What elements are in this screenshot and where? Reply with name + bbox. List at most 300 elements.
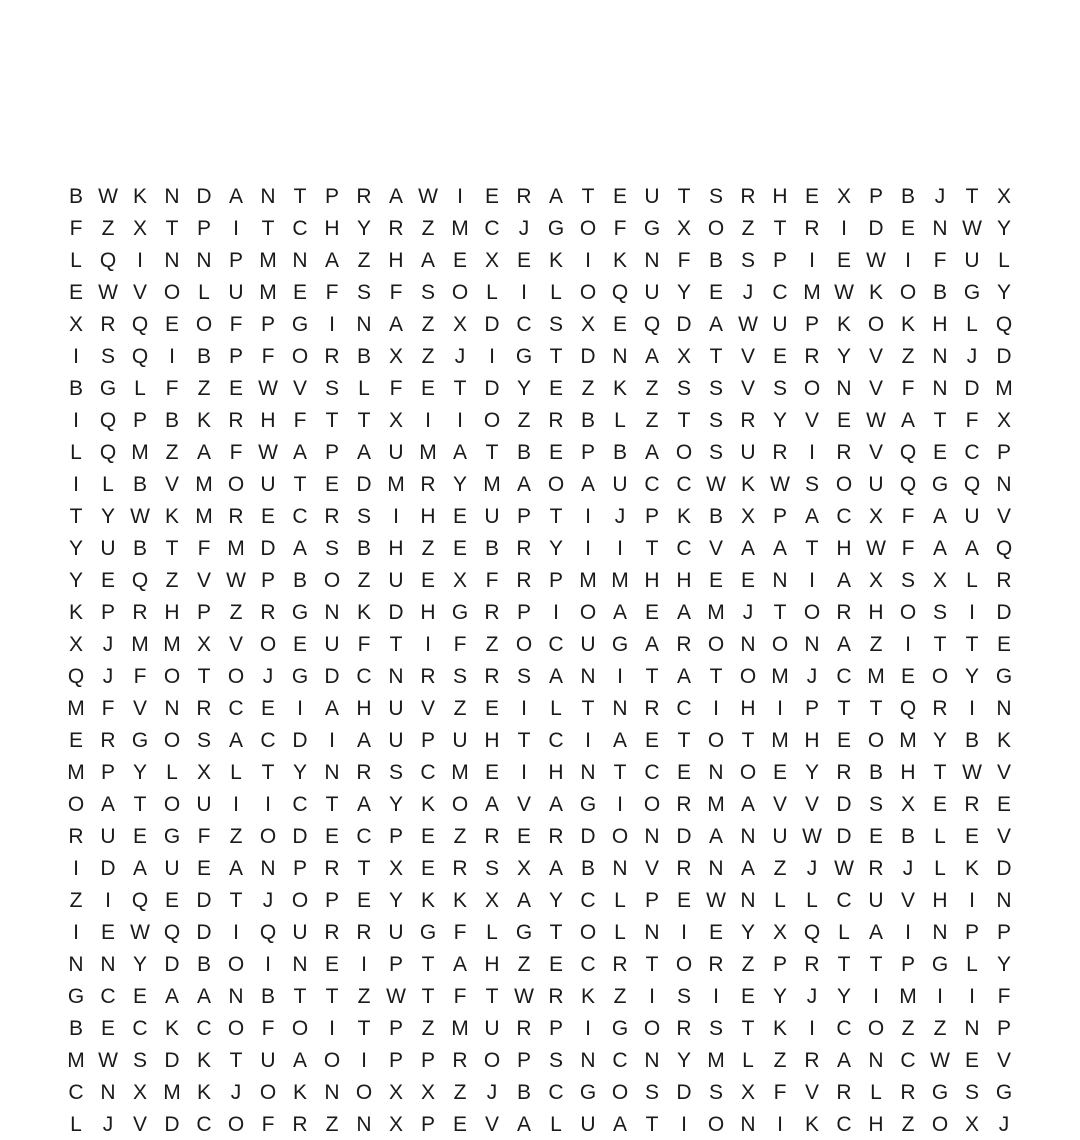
grid-letter-r16-c1[interactable]: Q [67, 664, 85, 688]
grid-letter-r22-c17[interactable]: B [580, 856, 595, 880]
grid-letter-r18-c12[interactable]: P [420, 728, 435, 752]
grid-letter-r27-c23[interactable]: K [772, 1016, 787, 1040]
grid-letter-r22-c9[interactable]: R [324, 856, 340, 880]
grid-letter-r10-c8[interactable]: T [293, 472, 307, 496]
grid-letter-r11-c16[interactable]: T [549, 504, 563, 528]
grid-letter-r26-c13[interactable]: F [453, 984, 467, 1008]
grid-letter-r11-c28[interactable]: A [932, 504, 947, 528]
grid-letter-r20-c25[interactable]: D [836, 792, 852, 816]
grid-letter-r17-c6[interactable]: C [228, 696, 244, 720]
grid-letter-r19-c13[interactable]: M [451, 760, 469, 784]
grid-letter-r12-c30[interactable]: Q [995, 536, 1013, 560]
grid-letter-r14-c13[interactable]: G [451, 600, 469, 624]
grid-letter-r30-c15[interactable]: A [516, 1112, 531, 1136]
grid-letter-r15-c7[interactable]: O [259, 632, 277, 656]
grid-letter-r25-c26[interactable]: T [869, 952, 883, 976]
grid-letter-r18-c9[interactable]: I [329, 728, 335, 752]
grid-letter-r8-c9[interactable]: T [325, 408, 339, 432]
grid-letter-r16-c27[interactable]: E [900, 664, 915, 688]
grid-letter-r6-c13[interactable]: J [454, 344, 466, 368]
grid-letter-r3-c22[interactable]: S [740, 248, 755, 272]
grid-letter-r9-c7[interactable]: W [258, 440, 278, 464]
grid-letter-r23-c26[interactable]: U [868, 888, 884, 912]
grid-letter-r5-c4[interactable]: E [164, 312, 179, 336]
grid-letter-r30-c19[interactable]: T [645, 1112, 659, 1136]
grid-letter-r24-c25[interactable]: L [838, 920, 850, 944]
grid-letter-r24-c10[interactable]: R [356, 920, 372, 944]
grid-letter-r18-c26[interactable]: O [867, 728, 885, 752]
grid-letter-r24-c20[interactable]: I [681, 920, 687, 944]
grid-letter-r30-c17[interactable]: U [580, 1112, 596, 1136]
grid-letter-r10-c24[interactable]: S [804, 472, 819, 496]
grid-letter-r10-c17[interactable]: A [580, 472, 595, 496]
grid-letter-r6-c24[interactable]: R [804, 344, 820, 368]
grid-letter-r17-c20[interactable]: C [676, 696, 692, 720]
grid-letter-r5-c12[interactable]: Z [421, 312, 435, 336]
grid-letter-r26-c11[interactable]: W [386, 984, 406, 1008]
grid-letter-r27-c15[interactable]: R [516, 1016, 532, 1040]
grid-letter-r26-c20[interactable]: S [676, 984, 691, 1008]
grid-letter-r16-c15[interactable]: S [516, 664, 531, 688]
grid-letter-r20-c18[interactable]: I [617, 792, 623, 816]
grid-letter-r2-c20[interactable]: X [676, 216, 691, 240]
grid-letter-r12-c17[interactable]: I [585, 536, 591, 560]
grid-letter-r21-c11[interactable]: P [388, 824, 403, 848]
grid-letter-r23-c17[interactable]: C [580, 888, 596, 912]
grid-letter-r19-c29[interactable]: W [962, 760, 982, 784]
grid-letter-r11-c1[interactable]: T [69, 504, 83, 528]
grid-letter-r30-c4[interactable]: D [164, 1112, 180, 1136]
grid-letter-r7-c17[interactable]: Z [581, 376, 595, 400]
grid-letter-r12-c18[interactable]: I [617, 536, 623, 560]
grid-letter-r22-c19[interactable]: V [644, 856, 659, 880]
grid-letter-r1-c25[interactable]: X [836, 184, 851, 208]
grid-letter-r5-c2[interactable]: R [100, 312, 116, 336]
grid-letter-r2-c24[interactable]: R [804, 216, 820, 240]
grid-letter-r2-c13[interactable]: M [451, 216, 469, 240]
grid-letter-r21-c23[interactable]: U [772, 824, 788, 848]
grid-letter-r2-c21[interactable]: O [707, 216, 725, 240]
grid-letter-r1-c15[interactable]: R [516, 184, 532, 208]
grid-letter-r17-c13[interactable]: Z [453, 696, 467, 720]
grid-letter-r10-c14[interactable]: M [483, 472, 501, 496]
grid-letter-r4-c10[interactable]: S [356, 280, 371, 304]
grid-letter-r26-c26[interactable]: I [873, 984, 879, 1008]
grid-letter-r13-c23[interactable]: N [772, 568, 788, 592]
grid-letter-r17-c26[interactable]: T [869, 696, 883, 720]
grid-letter-r17-c2[interactable]: F [101, 696, 115, 720]
grid-letter-r15-c19[interactable]: A [644, 632, 659, 656]
grid-letter-r26-c25[interactable]: Y [836, 984, 851, 1008]
grid-letter-r7-c24[interactable]: O [803, 376, 821, 400]
grid-letter-r24-c15[interactable]: G [515, 920, 533, 944]
grid-letter-r18-c7[interactable]: C [260, 728, 276, 752]
grid-letter-r23-c28[interactable]: H [932, 888, 948, 912]
grid-letter-r25-c7[interactable]: I [265, 952, 271, 976]
grid-letter-r11-c20[interactable]: K [676, 504, 691, 528]
grid-letter-r18-c8[interactable]: D [292, 728, 308, 752]
grid-letter-r26-c15[interactable]: W [514, 984, 534, 1008]
grid-letter-r15-c23[interactable]: O [771, 632, 789, 656]
grid-letter-r24-c24[interactable]: Q [803, 920, 821, 944]
grid-letter-r27-c9[interactable]: I [329, 1016, 335, 1040]
grid-letter-r14-c10[interactable]: K [356, 600, 371, 624]
grid-letter-r29-c30[interactable]: G [995, 1080, 1013, 1104]
grid-letter-r21-c16[interactable]: R [548, 824, 564, 848]
grid-letter-r29-c1[interactable]: C [68, 1080, 84, 1104]
grid-letter-r23-c19[interactable]: P [644, 888, 659, 912]
grid-letter-r18-c18[interactable]: A [612, 728, 627, 752]
grid-letter-r14-c20[interactable]: A [676, 600, 691, 624]
grid-letter-r25-c2[interactable]: N [100, 952, 116, 976]
grid-letter-r26-c22[interactable]: E [740, 984, 755, 1008]
grid-letter-r29-c5[interactable]: K [196, 1080, 211, 1104]
grid-letter-r22-c13[interactable]: R [452, 856, 468, 880]
grid-letter-r20-c30[interactable]: E [996, 792, 1011, 816]
grid-letter-r13-c14[interactable]: F [485, 568, 499, 592]
grid-letter-r23-c16[interactable]: Y [548, 888, 563, 912]
grid-letter-r2-c14[interactable]: C [484, 216, 500, 240]
grid-letter-r26-c30[interactable]: F [997, 984, 1011, 1008]
grid-letter-r24-c23[interactable]: X [772, 920, 787, 944]
grid-letter-r4-c5[interactable]: L [198, 280, 210, 304]
grid-letter-r23-c22[interactable]: N [740, 888, 756, 912]
grid-letter-r21-c15[interactable]: E [516, 824, 531, 848]
grid-letter-r19-c11[interactable]: S [388, 760, 403, 784]
grid-letter-r3-c10[interactable]: Z [357, 248, 371, 272]
grid-letter-r11-c2[interactable]: Y [100, 504, 115, 528]
grid-letter-r20-c14[interactable]: A [484, 792, 499, 816]
grid-letter-r28-c29[interactable]: E [964, 1048, 979, 1072]
grid-letter-r22-c29[interactable]: K [964, 856, 979, 880]
grid-letter-r18-c20[interactable]: T [677, 728, 691, 752]
grid-letter-r3-c24[interactable]: I [809, 248, 815, 272]
grid-letter-r29-c17[interactable]: G [579, 1080, 597, 1104]
grid-letter-r6-c18[interactable]: N [612, 344, 628, 368]
grid-letter-r4-c30[interactable]: Y [996, 280, 1011, 304]
grid-letter-r5-c22[interactable]: W [738, 312, 758, 336]
grid-letter-r10-c6[interactable]: O [227, 472, 245, 496]
grid-letter-r22-c8[interactable]: P [292, 856, 307, 880]
grid-letter-r3-c25[interactable]: E [836, 248, 851, 272]
grid-letter-r13-c11[interactable]: U [388, 568, 404, 592]
grid-letter-r13-c16[interactable]: P [548, 568, 563, 592]
grid-letter-r4-c2[interactable]: W [98, 280, 118, 304]
grid-letter-r7-c19[interactable]: Z [645, 376, 659, 400]
grid-letter-r17-c7[interactable]: E [260, 696, 275, 720]
grid-letter-r19-c12[interactable]: C [420, 760, 436, 784]
grid-letter-r27-c8[interactable]: O [291, 1016, 309, 1040]
grid-letter-r5-c28[interactable]: H [932, 312, 948, 336]
grid-letter-r27-c27[interactable]: Z [901, 1016, 915, 1040]
grid-letter-r25-c20[interactable]: O [675, 952, 693, 976]
grid-letter-r22-c25[interactable]: W [834, 856, 854, 880]
grid-letter-r8-c10[interactable]: T [357, 408, 371, 432]
grid-letter-r26-c16[interactable]: R [548, 984, 564, 1008]
grid-letter-r17-c28[interactable]: R [932, 696, 948, 720]
grid-letter-r13-c7[interactable]: P [260, 568, 275, 592]
grid-letter-r20-c5[interactable]: U [196, 792, 212, 816]
grid-letter-r9-c30[interactable]: P [996, 440, 1011, 464]
grid-letter-r15-c6[interactable]: V [228, 632, 243, 656]
grid-letter-r30-c7[interactable]: F [261, 1112, 275, 1136]
grid-letter-r15-c17[interactable]: U [580, 632, 596, 656]
grid-letter-r20-c20[interactable]: R [676, 792, 692, 816]
grid-letter-r21-c10[interactable]: C [356, 824, 372, 848]
grid-letter-r28-c3[interactable]: S [132, 1048, 147, 1072]
grid-letter-r20-c19[interactable]: O [643, 792, 661, 816]
grid-letter-r15-c12[interactable]: I [425, 632, 431, 656]
grid-letter-r18-c17[interactable]: I [585, 728, 591, 752]
grid-letter-r8-c19[interactable]: Z [645, 408, 659, 432]
grid-letter-r15-c9[interactable]: U [324, 632, 340, 656]
grid-letter-r12-c29[interactable]: A [964, 536, 979, 560]
grid-letter-r13-c4[interactable]: Z [165, 568, 179, 592]
grid-letter-r17-c25[interactable]: T [837, 696, 851, 720]
grid-letter-r28-c1[interactable]: M [67, 1048, 85, 1072]
grid-letter-r26-c1[interactable]: G [67, 984, 85, 1008]
grid-letter-r27-c3[interactable]: C [132, 1016, 148, 1040]
grid-letter-r19-c22[interactable]: O [739, 760, 757, 784]
grid-letter-r10-c16[interactable]: O [547, 472, 565, 496]
grid-letter-r9-c20[interactable]: O [675, 440, 693, 464]
grid-letter-r30-c16[interactable]: L [550, 1112, 562, 1136]
grid-letter-r16-c7[interactable]: J [262, 664, 274, 688]
grid-letter-r3-c30[interactable]: L [998, 248, 1010, 272]
grid-letter-r23-c15[interactable]: A [516, 888, 531, 912]
grid-letter-r23-c13[interactable]: K [452, 888, 467, 912]
grid-letter-r15-c14[interactable]: Z [485, 632, 499, 656]
grid-letter-r5-c20[interactable]: D [676, 312, 692, 336]
grid-letter-r7-c12[interactable]: E [420, 376, 435, 400]
grid-letter-r8-c28[interactable]: T [933, 408, 947, 432]
grid-letter-r11-c27[interactable]: F [901, 504, 915, 528]
grid-letter-r13-c29[interactable]: L [966, 568, 978, 592]
grid-letter-r6-c4[interactable]: I [169, 344, 175, 368]
grid-letter-r3-c8[interactable]: N [292, 248, 308, 272]
grid-letter-r6-c3[interactable]: Q [131, 344, 149, 368]
grid-letter-r28-c12[interactable]: P [420, 1048, 435, 1072]
grid-letter-r27-c16[interactable]: P [548, 1016, 563, 1040]
grid-letter-r12-c19[interactable]: T [645, 536, 659, 560]
grid-letter-r17-c18[interactable]: N [612, 696, 628, 720]
grid-letter-r14-c16[interactable]: I [553, 600, 559, 624]
grid-letter-r11-c29[interactable]: U [964, 504, 980, 528]
grid-letter-r29-c10[interactable]: O [355, 1080, 373, 1104]
grid-letter-r17-c21[interactable]: I [713, 696, 719, 720]
grid-letter-r2-c16[interactable]: G [547, 216, 565, 240]
grid-letter-r19-c28[interactable]: T [933, 760, 947, 784]
grid-letter-r26-c7[interactable]: B [260, 984, 275, 1008]
grid-letter-r19-c3[interactable]: Y [132, 760, 147, 784]
grid-letter-r13-c21[interactable]: E [708, 568, 723, 592]
grid-letter-r15-c15[interactable]: O [515, 632, 533, 656]
grid-letter-r29-c20[interactable]: D [676, 1080, 692, 1104]
grid-letter-r27-c29[interactable]: N [964, 1016, 980, 1040]
grid-letter-r3-c17[interactable]: I [585, 248, 591, 272]
grid-letter-r28-c4[interactable]: D [164, 1048, 180, 1072]
grid-letter-r10-c19[interactable]: C [644, 472, 660, 496]
grid-letter-r7-c16[interactable]: E [548, 376, 563, 400]
grid-letter-r30-c5[interactable]: C [196, 1112, 212, 1136]
grid-letter-r1-c3[interactable]: K [132, 184, 147, 208]
grid-letter-r20-c3[interactable]: T [133, 792, 147, 816]
grid-letter-r19-c5[interactable]: X [196, 760, 211, 784]
grid-letter-r25-c27[interactable]: P [900, 952, 915, 976]
grid-letter-r7-c27[interactable]: F [901, 376, 915, 400]
grid-letter-r29-c25[interactable]: R [836, 1080, 852, 1104]
grid-letter-r29-c24[interactable]: V [804, 1080, 819, 1104]
grid-letter-r24-c28[interactable]: N [932, 920, 948, 944]
grid-letter-r6-c26[interactable]: V [868, 344, 883, 368]
grid-letter-r18-c4[interactable]: O [163, 728, 181, 752]
grid-letter-r9-c12[interactable]: M [419, 440, 437, 464]
grid-letter-r13-c28[interactable]: X [932, 568, 947, 592]
grid-letter-r9-c3[interactable]: M [131, 440, 149, 464]
grid-letter-r8-c23[interactable]: Y [772, 408, 787, 432]
grid-letter-r10-c25[interactable]: O [835, 472, 853, 496]
grid-letter-r17-c22[interactable]: H [740, 696, 756, 720]
grid-letter-r16-c30[interactable]: G [995, 664, 1013, 688]
grid-letter-r30-c24[interactable]: K [804, 1112, 819, 1136]
grid-letter-r17-c9[interactable]: A [324, 696, 339, 720]
grid-letter-r25-c14[interactable]: H [484, 952, 500, 976]
grid-letter-r8-c29[interactable]: F [965, 408, 979, 432]
grid-letter-r22-c12[interactable]: E [420, 856, 435, 880]
grid-letter-r12-c6[interactable]: M [227, 536, 245, 560]
grid-letter-r20-c6[interactable]: I [233, 792, 239, 816]
grid-letter-r10-c30[interactable]: N [996, 472, 1012, 496]
grid-letter-r24-c2[interactable]: E [100, 920, 115, 944]
grid-letter-r6-c6[interactable]: P [228, 344, 243, 368]
grid-letter-r14-c11[interactable]: D [388, 600, 404, 624]
grid-letter-r2-c1[interactable]: F [69, 216, 83, 240]
grid-letter-r29-c16[interactable]: C [548, 1080, 564, 1104]
grid-letter-r29-c8[interactable]: K [292, 1080, 307, 1104]
grid-letter-r15-c11[interactable]: T [389, 632, 403, 656]
grid-letter-r21-c26[interactable]: E [868, 824, 883, 848]
grid-letter-r25-c18[interactable]: R [612, 952, 628, 976]
grid-letter-r19-c24[interactable]: Y [804, 760, 819, 784]
grid-letter-r18-c19[interactable]: E [644, 728, 659, 752]
grid-letter-r7-c3[interactable]: L [134, 376, 146, 400]
grid-letter-r19-c15[interactable]: I [521, 760, 527, 784]
grid-letter-r5-c6[interactable]: F [229, 312, 243, 336]
grid-letter-r20-c29[interactable]: R [964, 792, 980, 816]
grid-letter-r15-c3[interactable]: M [131, 632, 149, 656]
grid-letter-r15-c13[interactable]: F [453, 632, 467, 656]
grid-letter-r7-c15[interactable]: Y [516, 376, 531, 400]
grid-letter-r6-c1[interactable]: I [73, 344, 79, 368]
grid-letter-r5-c11[interactable]: A [388, 312, 403, 336]
grid-letter-r4-c29[interactable]: G [963, 280, 981, 304]
grid-letter-r27-c12[interactable]: Z [421, 1016, 435, 1040]
grid-letter-r28-c20[interactable]: Y [676, 1048, 691, 1072]
grid-letter-r13-c27[interactable]: S [900, 568, 915, 592]
grid-letter-r24-c1[interactable]: I [73, 920, 79, 944]
grid-letter-r27-c11[interactable]: P [388, 1016, 403, 1040]
grid-letter-r26-c27[interactable]: M [899, 984, 917, 1008]
grid-letter-r11-c14[interactable]: U [484, 504, 500, 528]
grid-letter-r21-c21[interactable]: A [708, 824, 723, 848]
grid-letter-r30-c13[interactable]: E [452, 1112, 467, 1136]
grid-letter-r11-c7[interactable]: E [260, 504, 275, 528]
grid-letter-r20-c4[interactable]: O [163, 792, 181, 816]
grid-letter-r12-c24[interactable]: T [805, 536, 819, 560]
grid-letter-r22-c22[interactable]: A [740, 856, 755, 880]
grid-letter-r12-c15[interactable]: R [516, 536, 532, 560]
grid-letter-r2-c12[interactable]: Z [421, 216, 435, 240]
grid-letter-r17-c5[interactable]: R [196, 696, 212, 720]
grid-letter-r19-c26[interactable]: B [868, 760, 883, 784]
grid-letter-r22-c23[interactable]: Z [773, 856, 787, 880]
grid-letter-r23-c21[interactable]: W [706, 888, 726, 912]
grid-letter-r17-c16[interactable]: L [550, 696, 562, 720]
grid-letter-r21-c28[interactable]: L [934, 824, 946, 848]
grid-letter-r8-c26[interactable]: W [866, 408, 886, 432]
grid-letter-r5-c21[interactable]: A [708, 312, 723, 336]
grid-letter-r22-c14[interactable]: S [484, 856, 499, 880]
grid-letter-r2-c18[interactable]: F [613, 216, 627, 240]
grid-letter-r24-c11[interactable]: U [388, 920, 404, 944]
grid-letter-r11-c10[interactable]: S [356, 504, 371, 528]
grid-letter-r25-c22[interactable]: Z [741, 952, 755, 976]
grid-letter-r27-c2[interactable]: E [100, 1016, 115, 1040]
grid-letter-r3-c11[interactable]: H [388, 248, 404, 272]
grid-letter-r21-c18[interactable]: O [611, 824, 629, 848]
grid-letter-r6-c19[interactable]: A [644, 344, 659, 368]
grid-letter-r16-c5[interactable]: T [197, 664, 211, 688]
grid-letter-r20-c23[interactable]: V [772, 792, 787, 816]
grid-letter-r4-c12[interactable]: S [420, 280, 435, 304]
grid-letter-r20-c16[interactable]: A [548, 792, 563, 816]
grid-letter-r28-c19[interactable]: N [644, 1048, 660, 1072]
grid-letter-r8-c3[interactable]: P [132, 408, 147, 432]
grid-letter-r25-c24[interactable]: R [804, 952, 820, 976]
grid-letter-r29-c23[interactable]: F [773, 1080, 787, 1104]
grid-letter-r1-c8[interactable]: T [293, 184, 307, 208]
grid-letter-r4-c13[interactable]: O [451, 280, 469, 304]
grid-letter-r19-c7[interactable]: T [261, 760, 275, 784]
grid-letter-r1-c16[interactable]: A [548, 184, 563, 208]
grid-letter-r10-c9[interactable]: E [324, 472, 339, 496]
grid-letter-r12-c9[interactable]: S [324, 536, 339, 560]
grid-letter-r5-c1[interactable]: X [68, 312, 83, 336]
grid-letter-r4-c9[interactable]: F [325, 280, 339, 304]
grid-letter-r3-c21[interactable]: B [708, 248, 723, 272]
grid-letter-r21-c22[interactable]: N [740, 824, 756, 848]
grid-letter-r24-c6[interactable]: I [233, 920, 239, 944]
grid-letter-r30-c9[interactable]: Z [325, 1112, 339, 1136]
grid-letter-r13-c9[interactable]: O [323, 568, 341, 592]
grid-letter-r4-c20[interactable]: Y [676, 280, 691, 304]
grid-letter-r13-c24[interactable]: I [809, 568, 815, 592]
grid-letter-r1-c6[interactable]: A [228, 184, 243, 208]
grid-letter-r7-c28[interactable]: N [932, 376, 948, 400]
grid-letter-r1-c11[interactable]: A [388, 184, 403, 208]
grid-letter-r14-c5[interactable]: P [196, 600, 211, 624]
grid-letter-r30-c20[interactable]: I [681, 1112, 687, 1136]
grid-letter-r6-c28[interactable]: N [932, 344, 948, 368]
grid-letter-r16-c6[interactable]: O [227, 664, 245, 688]
grid-letter-r30-c10[interactable]: N [356, 1112, 372, 1136]
grid-letter-r14-c7[interactable]: R [260, 600, 276, 624]
grid-letter-r8-c13[interactable]: I [457, 408, 463, 432]
grid-letter-r19-c19[interactable]: C [644, 760, 660, 784]
grid-letter-r5-c3[interactable]: Q [131, 312, 149, 336]
grid-letter-r21-c19[interactable]: N [644, 824, 660, 848]
grid-letter-r12-c7[interactable]: D [260, 536, 276, 560]
